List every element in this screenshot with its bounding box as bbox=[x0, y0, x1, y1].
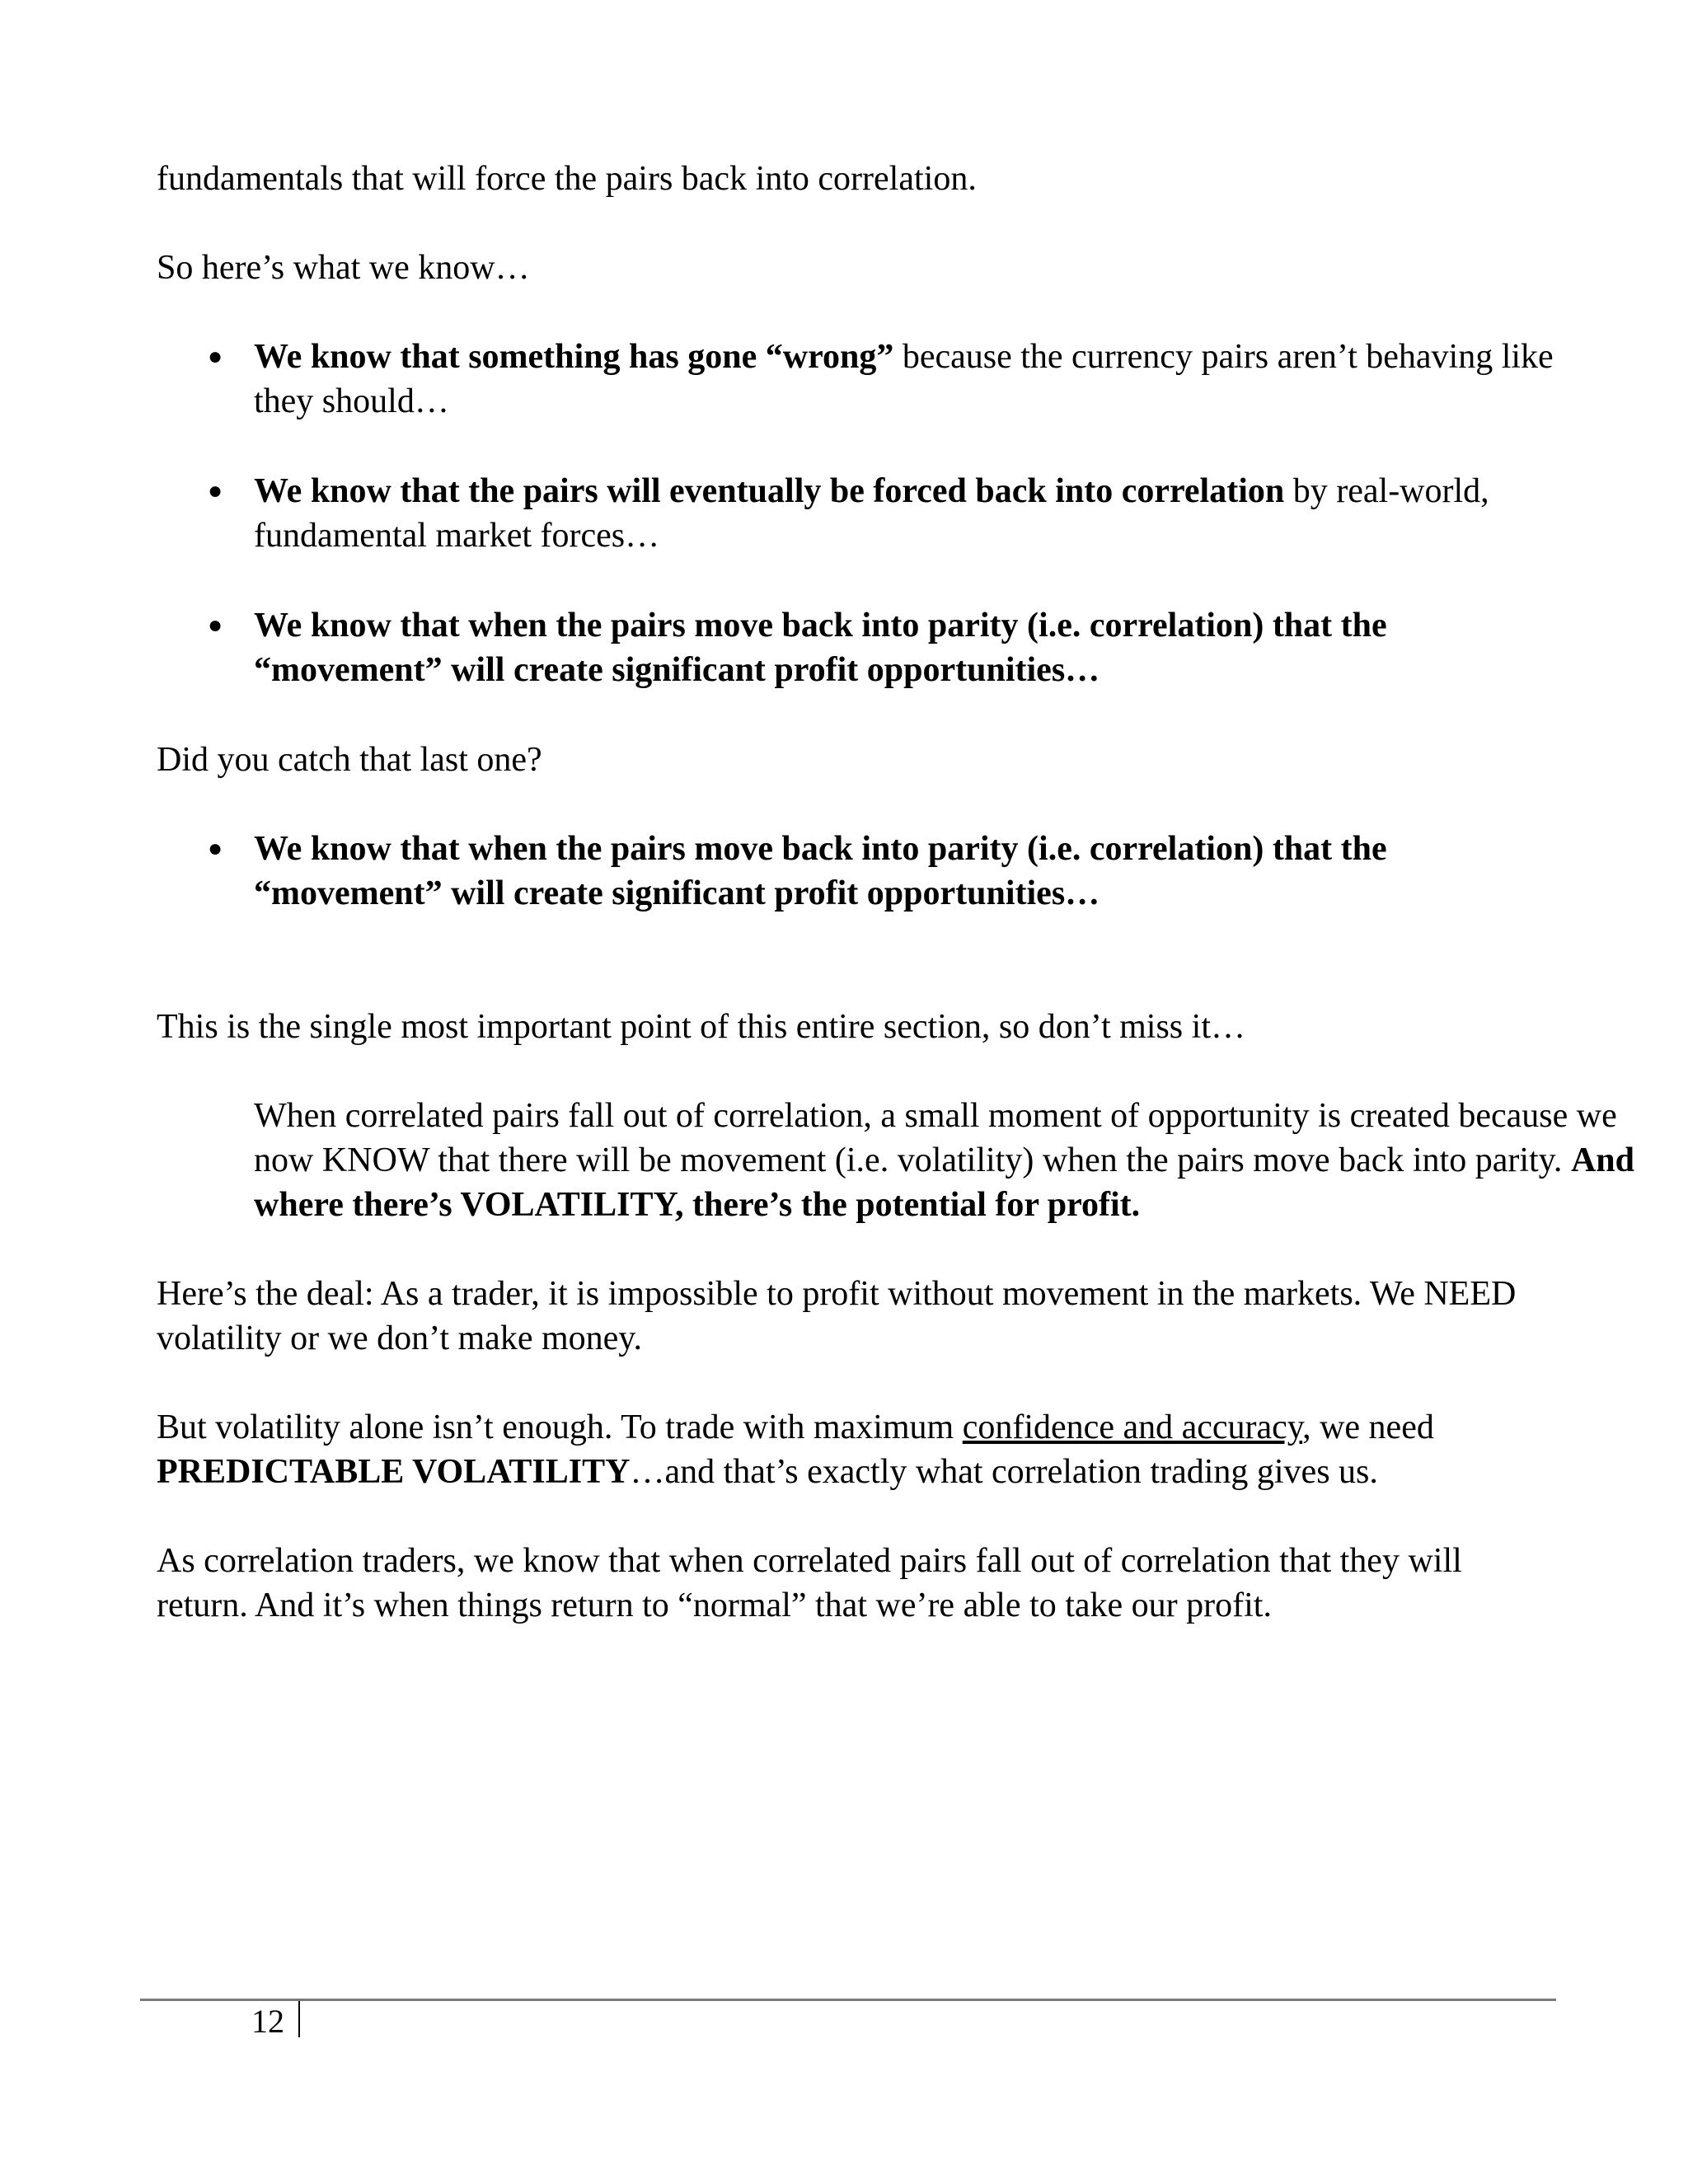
paragraph-intro: fundamentals that will force the pairs back into correlation. bbox=[157, 160, 977, 198]
list-item bbox=[157, 335, 1558, 424]
list-item bbox=[157, 603, 1558, 692]
text-segment: …and that’s exactly what correlation trading gives us. bbox=[630, 1453, 1378, 1491]
block-quote bbox=[157, 1094, 1680, 1227]
paragraph-the-deal: Here’s the deal: As a trader, it is impossible to profit without movement in the markets. We NEED volatility or we don’t make money. bbox=[157, 1275, 1517, 1357]
paragraph-important-point: This is the single most important point of this entire section, so don’t miss it… bbox=[157, 1008, 1245, 1046]
bullet-bold-text: We know that the pairs will eventually be forced back into correlation bbox=[254, 472, 1285, 510]
quote-bold-text: And where there’s VOLATILITY, there’s the potential for profit. bbox=[254, 1141, 1634, 1224]
bullet-icon: ● bbox=[208, 343, 223, 370]
bullet-bold-text: We know that when the pairs move back into parity (i.e. correlation) that the “movement” will create significant profit opportunities… bbox=[254, 607, 1387, 689]
underlined-text: confidence and accuracy bbox=[962, 1408, 1303, 1446]
list-item bbox=[157, 469, 1558, 558]
bullet-list-knowns bbox=[157, 335, 1558, 692]
bold-text: PREDICTABLE VOLATILITY bbox=[157, 1453, 631, 1491]
bullet-text: by real-world, fundamental market forces… bbox=[254, 472, 1489, 555]
bullet-text: because the currency pairs aren’t behaving like they should… bbox=[254, 338, 1554, 420]
paragraph-correlation-traders: As correlation traders, we know that when correlated pairs fall out of correlation that they will return. And it’s when things return to “normal” that we’re able to take our profit. bbox=[157, 1542, 1462, 1624]
bullet-bold-text: We know that when the pairs move back into parity (i.e. correlation) that the “movement” will create significant profit opportunities… bbox=[254, 830, 1387, 912]
footer-divider bbox=[140, 1999, 1556, 2001]
paragraph-predictable-volatility bbox=[157, 1405, 1558, 1494]
bullet-icon: ● bbox=[208, 477, 223, 504]
document-body bbox=[157, 157, 1634, 1672]
bullet-icon: ● bbox=[208, 612, 223, 639]
paragraph-what-we-know: So here’s what we know… bbox=[157, 249, 530, 287]
page-number: 12 bbox=[251, 2003, 284, 2040]
bullet-icon: ● bbox=[208, 835, 223, 862]
bullet-list-repeat bbox=[157, 827, 1558, 916]
list-item bbox=[157, 827, 1558, 916]
text-segment: But volatility alone isn’t enough. To trade with maximum bbox=[157, 1408, 963, 1446]
page-number-separator bbox=[298, 2001, 300, 2037]
text-segment: , we need bbox=[1302, 1408, 1434, 1446]
spacer bbox=[157, 960, 1558, 1005]
bullet-bold-text: We know that something has gone “wrong” bbox=[254, 338, 894, 376]
paragraph-catch-question: Did you catch that last one? bbox=[157, 741, 542, 779]
quote-text: When correlated pairs fall out of correlation, a small moment of opportunity is created because we now KNOW that there will be movement (i.e. volatility) when the pairs move back into parity. bbox=[254, 1097, 1617, 1179]
